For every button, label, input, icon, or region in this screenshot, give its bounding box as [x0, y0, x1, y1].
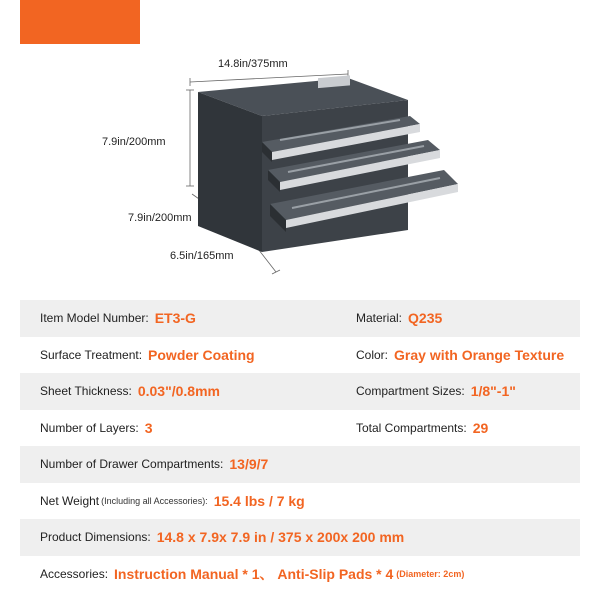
dims-label: Product Dimensions: — [40, 530, 151, 545]
drawer-label: Number of Drawer Compartments: — [40, 457, 224, 472]
spec-row — [20, 446, 580, 483]
acc-value: Instruction Manual * 1、 Anti-Slip Pads * 4 — [114, 565, 394, 582]
layers-value: 3 — [144, 419, 153, 436]
sizes-label: Compartment Sizes: — [356, 384, 465, 399]
weight-value: 15.4 lbs / 7 kg — [213, 492, 305, 509]
acc-label: Accessories: — [40, 566, 109, 581]
spec-table — [20, 300, 580, 592]
model-label: Item Model Number: — [40, 311, 149, 326]
spec-row — [20, 483, 580, 520]
spec-row — [20, 373, 580, 410]
spec-row — [20, 300, 580, 337]
surface-label: Surface Treatment: — [40, 347, 143, 362]
depth-dimension: 7.9in/200mm — [128, 212, 192, 224]
spec-row — [20, 410, 580, 447]
drill-bit-cabinet-image — [0, 44, 600, 294]
weight-note: (Including all Accessories): — [101, 495, 208, 506]
material-value: Q235 — [408, 310, 443, 327]
model-value: ET3-G — [154, 310, 196, 327]
layers-label: Number of Layers: — [40, 420, 139, 435]
width-dimension: 14.8in/375mm — [218, 58, 288, 70]
sizes-value: 1/8"-1" — [470, 383, 516, 400]
surface-value: Powder Coating — [148, 346, 255, 363]
spec-row — [20, 337, 580, 374]
brand-corner-tab — [20, 0, 140, 44]
dims-value: 14.8 x 7.9x 7.9 in / 375 x 200x 200 mm — [156, 529, 405, 546]
drawer-value: 13/9/7 — [229, 456, 269, 473]
spec-row — [20, 556, 580, 593]
thickness-value: 0.03"/0.8mm — [137, 383, 220, 400]
total-label: Total Compartments: — [356, 420, 467, 435]
color-value: Gray with Orange Texture — [394, 346, 565, 363]
acc-note: (Diameter: 2cm) — [396, 568, 465, 579]
material-label: Material: — [356, 311, 403, 326]
thickness-label: Sheet Thickness: — [40, 384, 132, 399]
product-illustration — [0, 44, 600, 294]
total-value: 29 — [472, 419, 489, 436]
spec-row — [20, 519, 580, 556]
weight-label: Net Weight — [40, 493, 100, 508]
height-dimension: 7.9in/200mm — [102, 136, 166, 148]
drawer-depth-dimension: 6.5in/165mm — [170, 250, 234, 262]
color-label: Color: — [356, 347, 389, 362]
